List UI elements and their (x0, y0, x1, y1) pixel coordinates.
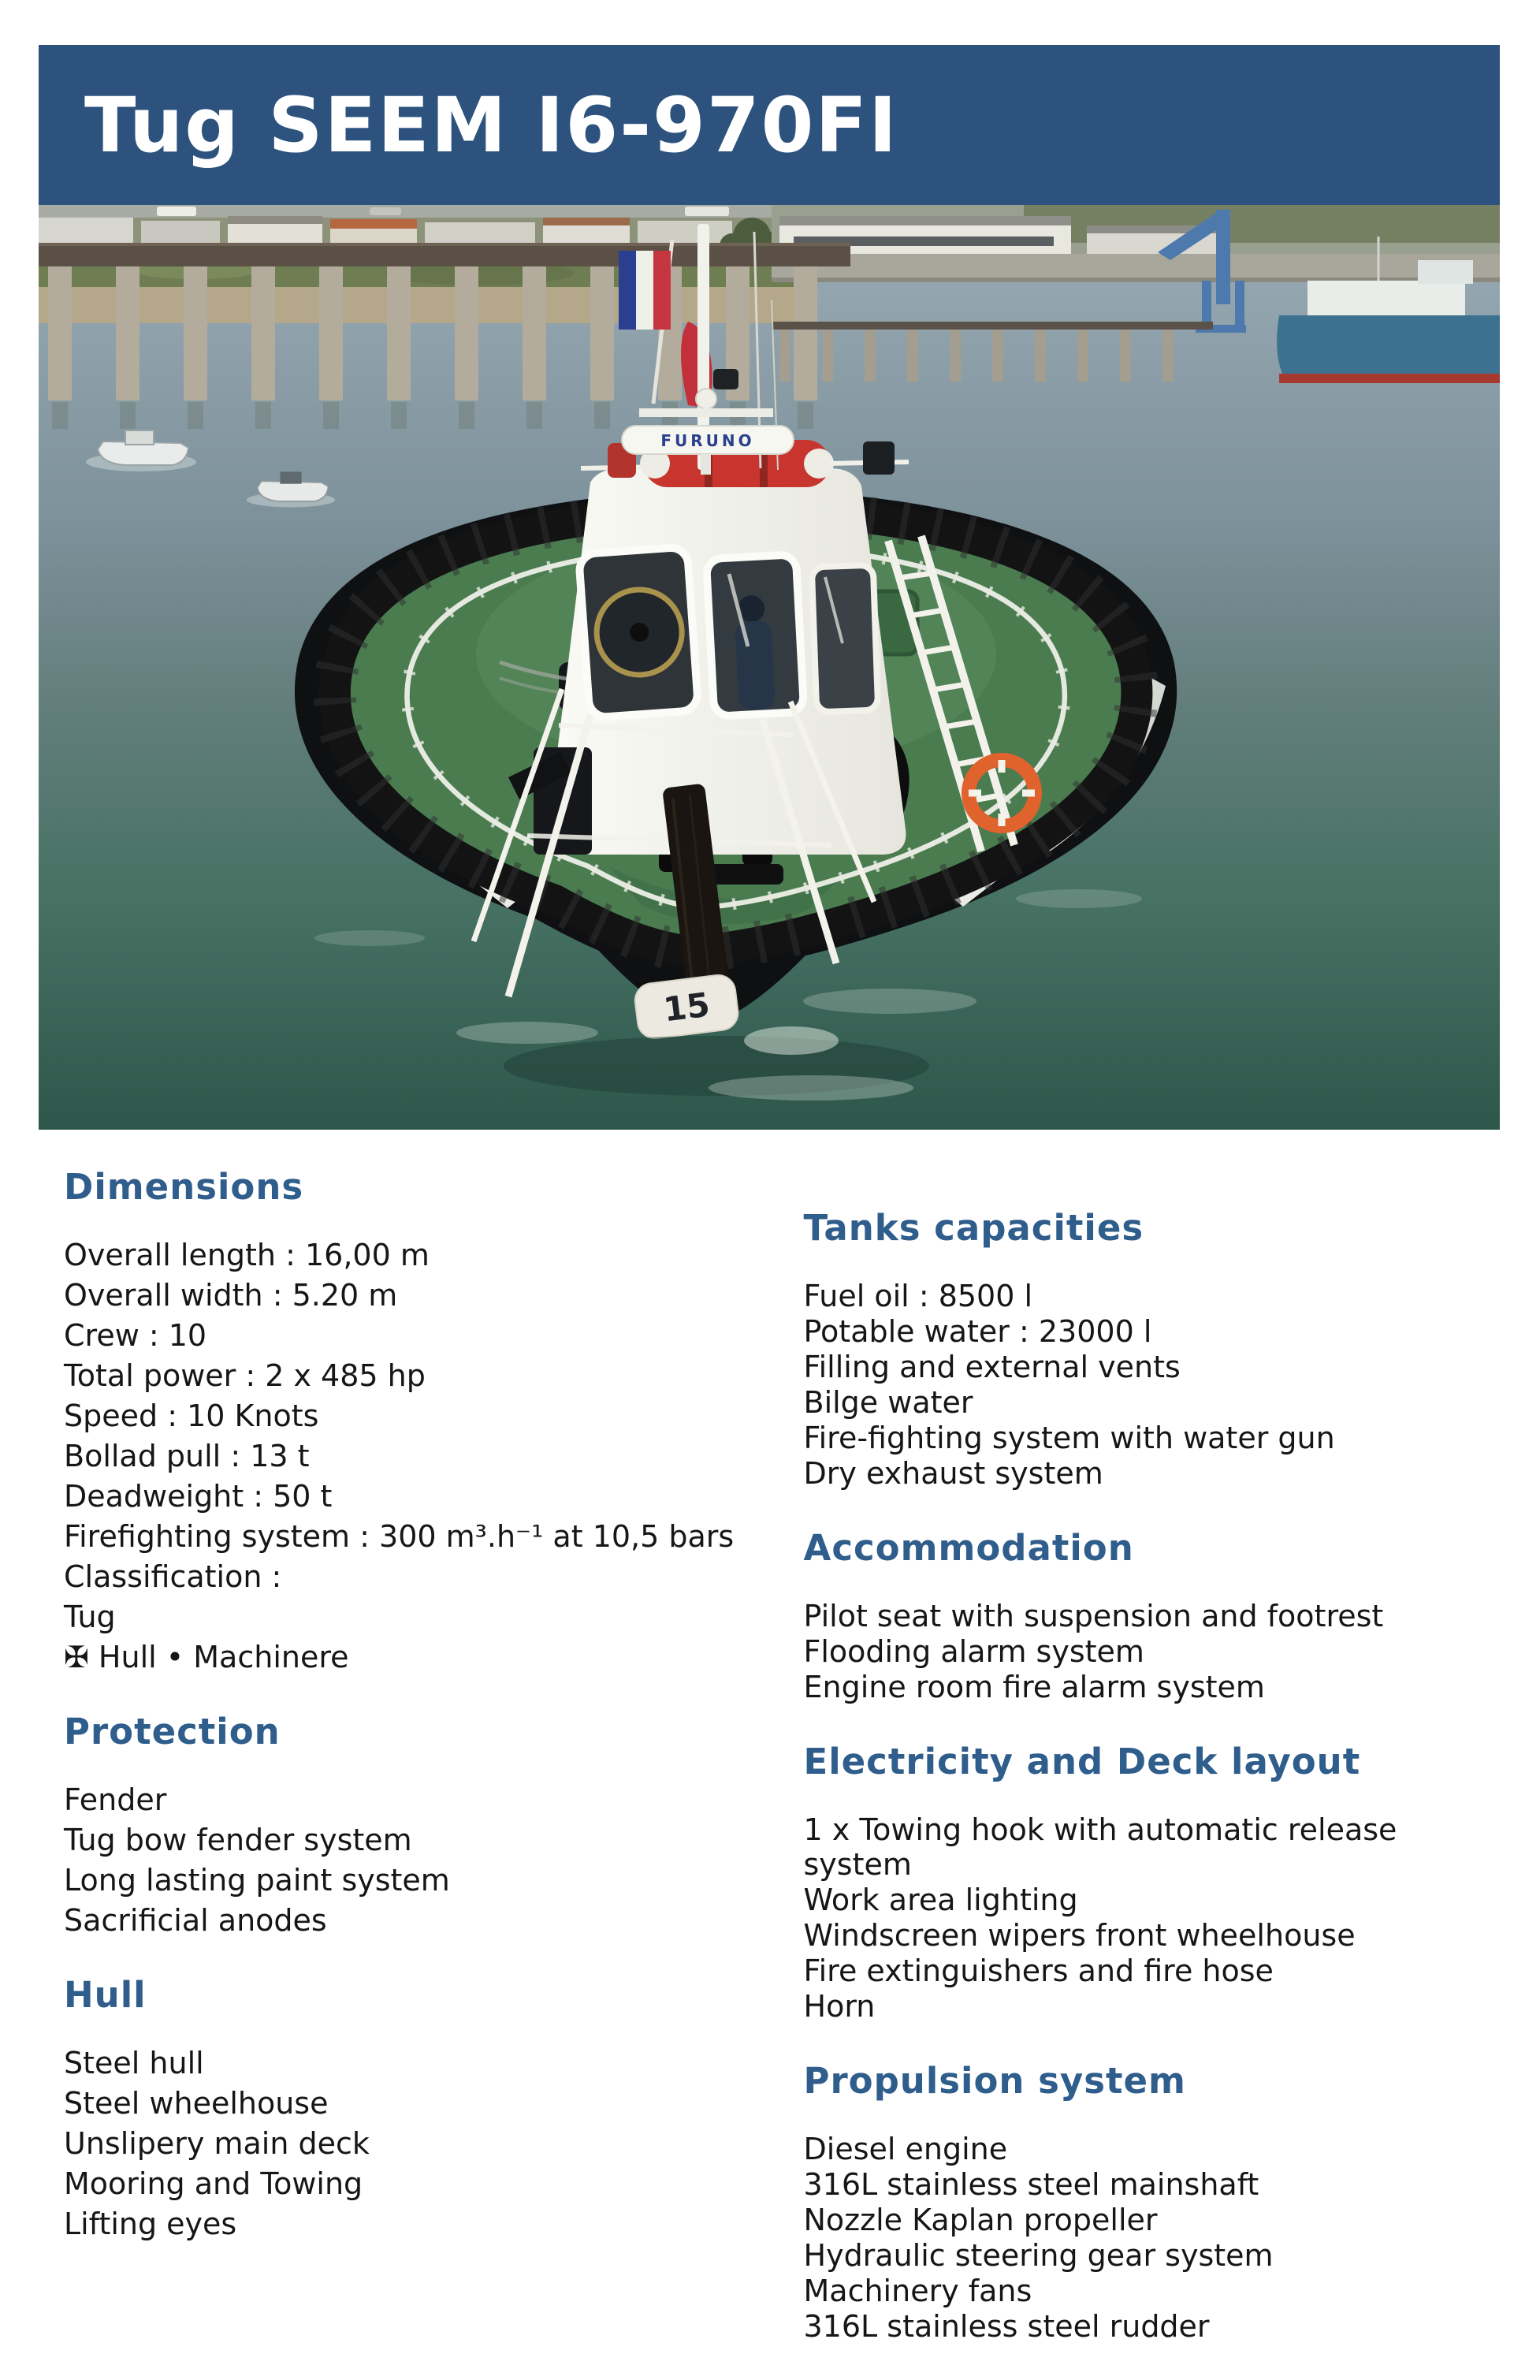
spec-line: Filling and external vents (803, 1350, 1181, 1384)
spec-line: 1 x Towing hook with automatic release system (803, 1812, 1397, 1882)
section-items (64, 2046, 753, 2241)
spec-line: Crew : 10 (64, 1318, 207, 1353)
spec-line: Long lasting paint system (64, 1863, 450, 1898)
section-items (804, 2132, 1494, 2344)
section-title: Protection (64, 1711, 281, 1752)
section-title: Electricity and Deck layout (803, 1741, 1361, 1782)
front-window (578, 547, 698, 718)
spec-line: Sacrificial anodes (64, 1903, 327, 1938)
spec-line: Fuel oil : 8500 l (803, 1279, 1033, 1313)
bow-number-plate (633, 973, 740, 1040)
tug-photo-scene (39, 205, 1500, 1130)
spec-columns (64, 1166, 1493, 2380)
section-title: Hull (64, 1974, 147, 2016)
spec-line: Total power : 2 x 485 hp (64, 1358, 426, 1393)
section-title: Dimensions (64, 1166, 304, 1208)
section-title: Propulsion system (803, 2060, 1186, 2102)
section-electricity-deck-layout (804, 1741, 1494, 2024)
spec-line: Engine room fire alarm system (803, 1670, 1265, 1704)
spec-line: 316L stainless steel rudder (803, 2309, 1210, 2344)
spec-line: Mooring and Towing (64, 2166, 363, 2201)
spec-line: Firefighting system : 300 m³.h⁻¹ at 10,5 bars (64, 1519, 735, 1554)
harbor-quay (772, 205, 1500, 282)
spec-line: Pilot seat with suspension and footrest (803, 1599, 1384, 1633)
spec-line: Machinery fans (803, 2274, 1032, 2308)
radar-bar (622, 426, 794, 454)
section-title: Accommodation (803, 1527, 1134, 1569)
front-window (706, 554, 804, 717)
spec-line: Windscreen wipers front wheelhouse (803, 1918, 1356, 1953)
spec-line: Hydraulic steering gear system (803, 2238, 1274, 2273)
brochure-page (0, 45, 1540, 2363)
spec-line: Lifting eyes (64, 2207, 237, 2241)
section-accommodation (804, 1527, 1494, 1704)
left-column (64, 1166, 753, 2380)
spec-line: Bollad pull : 13 t (64, 1439, 310, 1473)
spec-line: Tug bow fender system (64, 1823, 412, 1857)
section-protection (64, 1711, 753, 1938)
spec-line: Flooding alarm system (803, 1634, 1144, 1669)
bow-number: 15 (661, 985, 712, 1030)
side-window (812, 565, 878, 713)
section-dimensions (64, 1166, 753, 1674)
spec-line: Steel wheelhouse (64, 2086, 329, 2121)
french-flag (619, 251, 671, 330)
section-items (804, 1812, 1494, 2024)
spec-line: Fire-fighting system with water gun (803, 1421, 1335, 1455)
right-column (804, 1166, 1494, 2380)
radar-brand-label: FURUNO (660, 431, 755, 450)
spec-line: Potable water : 23000 l (803, 1314, 1152, 1349)
spec-line: Classification : (64, 1559, 282, 1594)
page-title: Tug SEEM I6-970FI (84, 80, 898, 169)
spec-line: Steel hull (64, 2046, 204, 2080)
spec-line: Overall length : 16,00 m (64, 1238, 430, 1272)
spec-line: Unslipery main deck (64, 2126, 370, 2161)
section-items (64, 1782, 753, 1938)
spec-line: ✠ Hull • Machinere (64, 1640, 349, 1674)
spec-line: Dry exhaust system (803, 1456, 1103, 1491)
spec-line: Fender (64, 1782, 167, 1817)
section-tanks-capacities (804, 1207, 1494, 1491)
tug-photo (39, 205, 1500, 1130)
spec-line: Tug (64, 1600, 116, 1634)
spec-line: Horn (803, 1989, 876, 2024)
section-propulsion-system (804, 2060, 1494, 2344)
spec-line: Deadweight : 50 t (64, 1479, 333, 1514)
section-items (64, 1238, 753, 1674)
spec-line: Fire extinguishers and fire hose (803, 1954, 1274, 1988)
spec-line: Nozzle Kaplan propeller (803, 2203, 1158, 2237)
spec-line: Work area lighting (803, 1883, 1078, 1917)
spec-line: 316L stainless steel mainshaft (803, 2167, 1259, 2202)
section-items (804, 1279, 1494, 1491)
spec-line: Bilge water (803, 1385, 973, 1420)
spec-line: Speed : 10 Knots (64, 1399, 319, 1433)
title-band (39, 45, 1500, 205)
spec-line: Diesel engine (803, 2132, 1008, 2166)
section-items (804, 1599, 1494, 1704)
section-hull (64, 1974, 753, 2241)
spec-line: Overall width : 5.20 m (64, 1278, 398, 1313)
section-title: Tanks capacities (803, 1207, 1144, 1249)
